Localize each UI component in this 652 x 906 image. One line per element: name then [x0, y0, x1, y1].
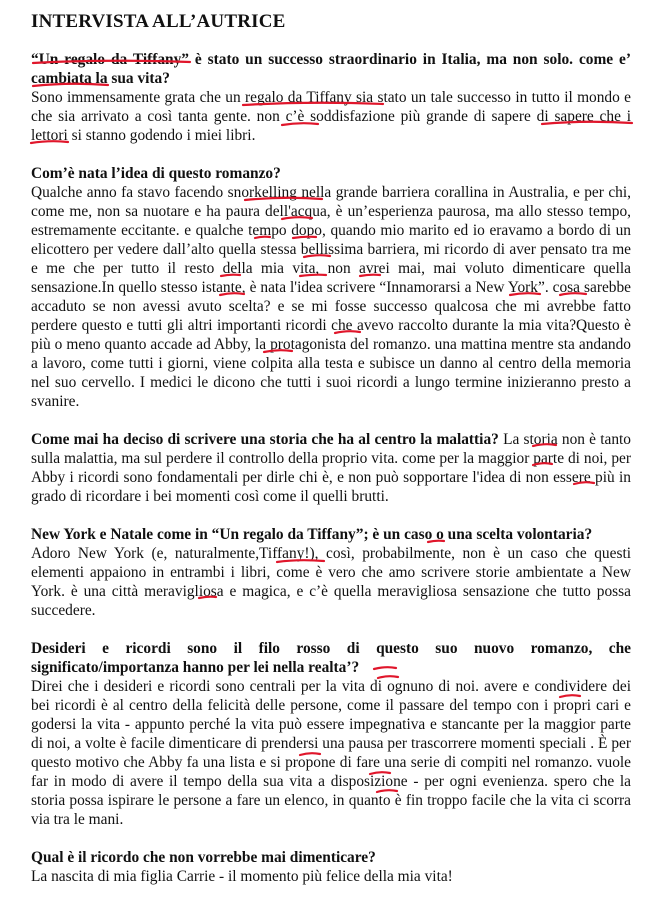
question-4: New York e Natale come in “Un regalo da Tiffany”; è un caso o una scelta volontaria? [31, 526, 593, 543]
qa-block-2 [31, 164, 631, 411]
answer-3: La storia non è tanto sulla malattia, ma sul perdere il controllo della proprio vita. come per la maggior parte di noi, per Abby i ricordi sono fondamentali per dirle chi è, e non può sopportare l'idea di non essere più in grado di ricordare i bei momenti così come il quelli brutti. [31, 431, 631, 505]
answer-1: Sono immensamente grata che un regalo da Tiffany sia stato un tale successo in tutto il mondo e che sia arrivato a così tanta gente. non c’è soddisfazione più grande di sapere di sapere che i lettori si stanno godendo i miei libri. [31, 89, 631, 144]
qa-block-3 [31, 430, 631, 506]
answer-5: Direi che i desideri e ricordi sono centrali per la vita di ognuno di noi. avere e condividere dei bei ricordi è al centro della felicità delle persone, come il passare del tempo con i propri cari e godersi la vita - appunto perché la vita può essere impegnativa e stancante per la maggior parte di noi, a volte è facile dimenticare di prendersi una pausa per trascorrere momenti speciali . È per questo motivo che Abby fa una lista e si propone di fare una serie di compiti nel romanzo. vuole far in modo di avere il tempo della sua vita a disposizione - per ogni evenienza. spero che la storia possa ispirare le persone a fare un elenco, in quanto è fin troppo facile che la vita ci scorra via tra le mani. [31, 678, 631, 828]
question-3: Come mai ha deciso di scrivere una storia che ha al centro la malattia? [31, 431, 499, 448]
question-1: “Un regalo da Tiffany” è stato un successo straordinario in Italia, ma non solo. come e’ cambiata la sua vita? [31, 51, 631, 87]
answer-2: Qualche anno fa stavo facendo snorkelling nella grande barriera corallina in Australia, e per chi, come me, non sa nuotare e ha paura dell'acqua, è un’esperienza paurosa, ma allo stesso tempo, estremamente eccitante. e qualche tempo dopo, quando mio marito ed io eravamo a bordo di un elicottero per vedere dall’alto quella stessa bellissima barriera, mi ricordo di aver pensato tra me e me che per tutto il resto della mia vita, non avrei mai, mai voluto dimenticare quella sensazione.In quello stesso istante, è nata l'idea scrivere “Innamorarsi a New York”. cosa sarebbe accaduto se non avessi avuto scelta? e se mi fosse successo qualcosa che mi avrebbe fatto perdere questo e tutti gli altri importanti ricordi che avevo raccolto durante la mia vita?Questo è più o meno quanto accade ad Abby, la protagonista del romanzo. una mattina mentre sta andando a lavoro, come tutti i giorni, viene colpita alla testa e subisce un danno al centro della memoria nel suo cervello. I medici le dicono che tutti i suoi ricordi a lungo termine inizieranno presto a svanire. [31, 184, 631, 410]
question-5: Desideri e ricordi sono il filo rosso di questo suo nuovo romanzo, che significato/importanza hanno per lei nella realta’? [31, 640, 631, 676]
qa-block-5 [31, 639, 631, 829]
qa-block-4 [31, 525, 631, 620]
qa-block-1 [31, 50, 631, 145]
answer-6: La nascita di mia figlia Carrie - il momento più felice della mia vita! [31, 868, 453, 885]
question-6: Qual è il ricordo che non vorrebbe mai dimenticare? [31, 849, 376, 866]
qa-block-6 [31, 848, 631, 886]
interview-page [31, 10, 631, 905]
question-2: Com’è nata l’idea di questo romanzo? [31, 165, 281, 182]
page-title: INTERVISTA ALL’AUTRICE [31, 11, 286, 32]
answer-4: Adoro New York (e, naturalmente,Tiffany!), così, probabilmente, non è un caso che questi elementi appaiono in entrambi i libri, come è vero che amo scrivere storie ambientate a New York. è una città meravigliosa e magica, e c’è quella meravigliosa sensazione che tutto possa succedere. [31, 545, 631, 619]
